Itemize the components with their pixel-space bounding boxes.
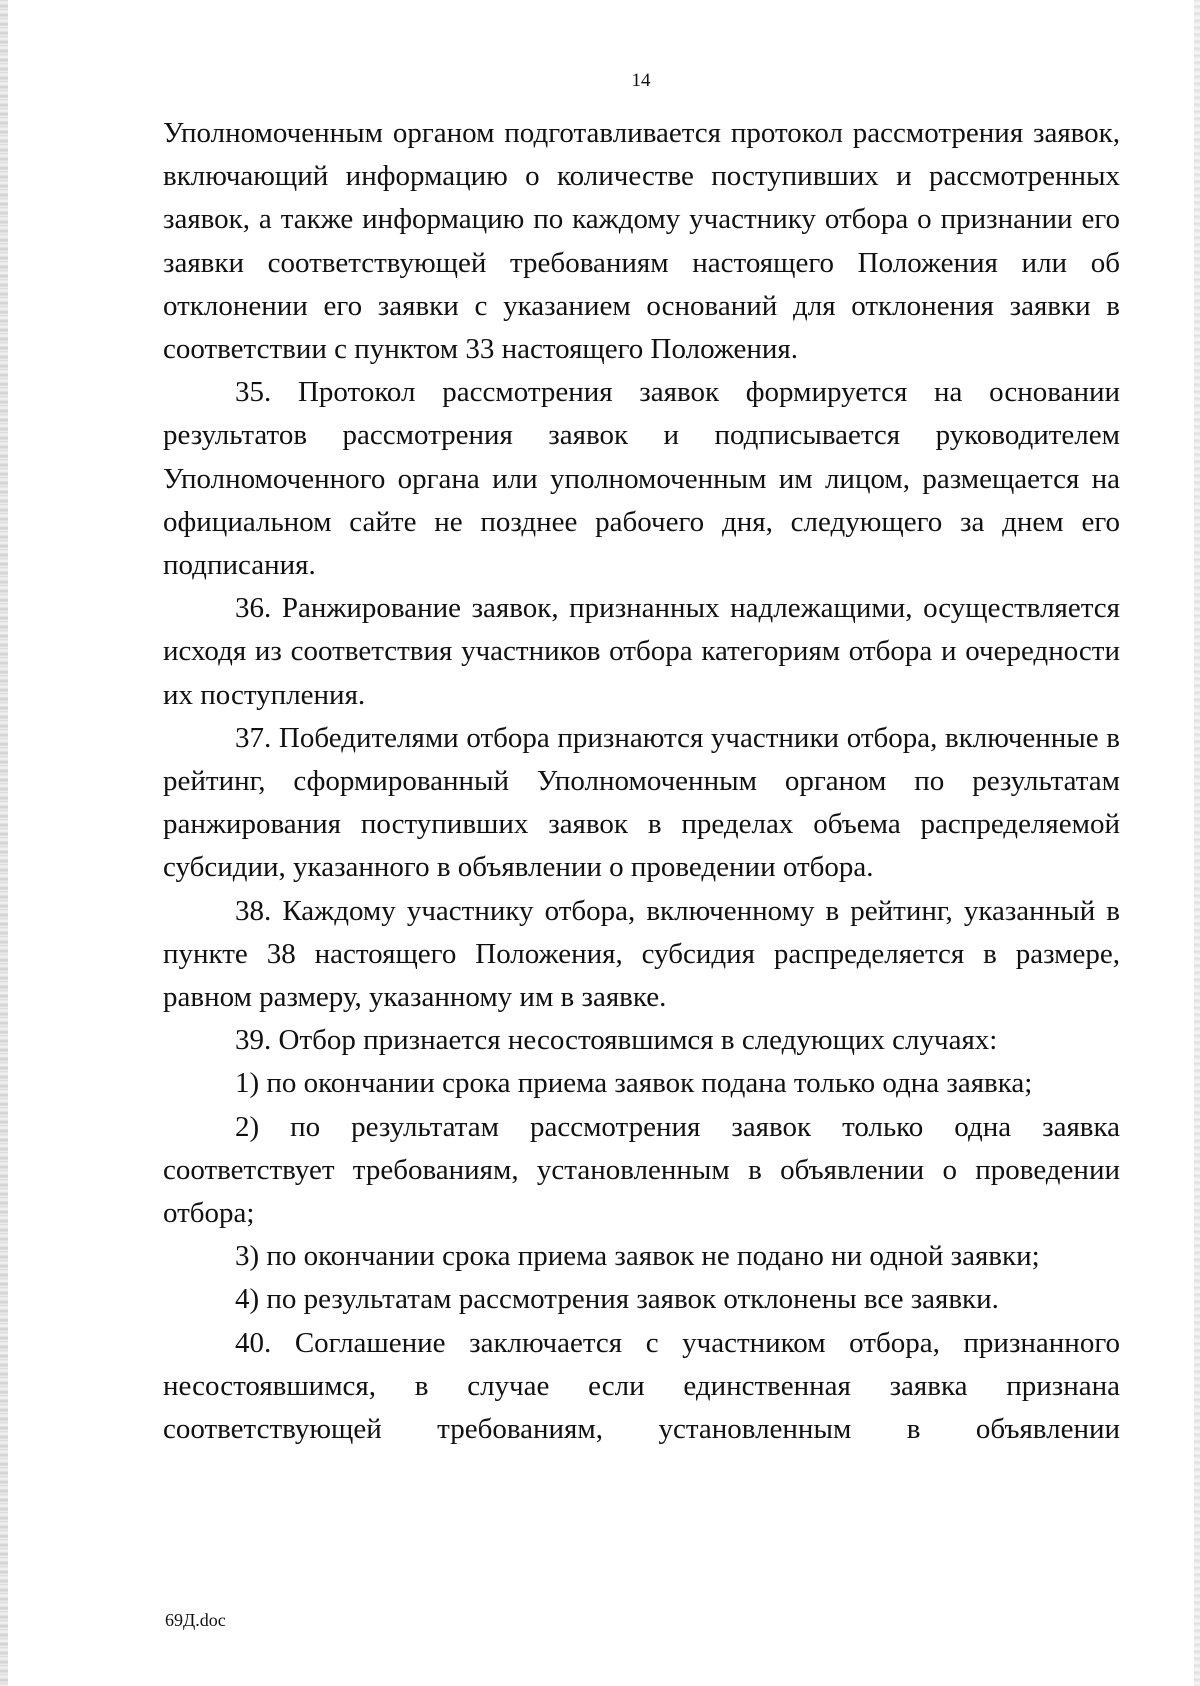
paragraph-39: 39. Отбор признается несостоявшимся в следующих случаях: (235, 1024, 998, 1057)
paragraph-40: 40. Соглашение заключается с участником отбора, признанного несостоявшимся, в случае если единственная заявка признана соответствующей требованиям, установленным в объявлении (163, 1326, 1120, 1446)
footer-filename: 69Д.doc (165, 1610, 226, 1630)
scan-edge-left (0, 0, 8, 1686)
page-number: 14 (631, 70, 651, 91)
paragraph-protocol-preparation: Уполномоченным органом подготавливается протокол рассмотрения заявок, включающий информацию о количестве поступивших и рассмотренных заявок, а также информацию по каждому участнику отбора о признании его заявки соответствующей требованиям настоящего Положения или об отклонении его заявки с указанием оснований для отклонения заявки в соответствии с пунктом 33 настоящего Положения. (163, 117, 1120, 366)
document-body (163, 112, 1120, 1451)
scan-edge-right (1194, 0, 1200, 1686)
paragraph-36: 36. Ранжирование заявок, признанных надлежащими, осуществляется исходя из соответствия участников отбора категориям отбора и очередности их поступления. (163, 592, 1120, 711)
paragraph-38: 38. Каждому участнику отбора, включенному в рейтинг, указанный в пункте 38 настоящего Положения, субсидия распределяется в размере, равном размеру, указанному им в заявке. (163, 894, 1120, 1014)
list-item-39-4: 4) по результатам рассмотрения заявок отклонены все заявки. (235, 1283, 999, 1316)
paragraph-35: 35. Протокол рассмотрения заявок формируется на основании результатов рассмотрения заявок и подписывается руководителем Уполномоченного органа или уполномоченным им лицом, размещается на официальном сайте не позднее рабочего дня, следующего за днем его подписания. (163, 376, 1120, 582)
list-item-39-2: 2) по результатам рассмотрения заявок только одна заявка соответствует требованиям, установленным в объявлении о проведении отбора; (163, 1110, 1120, 1230)
list-item-39-3: 3) по окончании срока приема заявок не подано ни одной заявки; (235, 1240, 1040, 1273)
paragraph-37: 37. Победителями отбора признаются участники отбора, включенные в рейтинг, сформированный Уполномоченным органом по результатам ранжирования поступивших заявок в пределах объема распределяемой субсидии, указанного в объявлении о проведении отбора. (163, 721, 1120, 884)
list-item-39-1: 1) по окончании срока приема заявок подана только одна заявка; (235, 1067, 1033, 1100)
